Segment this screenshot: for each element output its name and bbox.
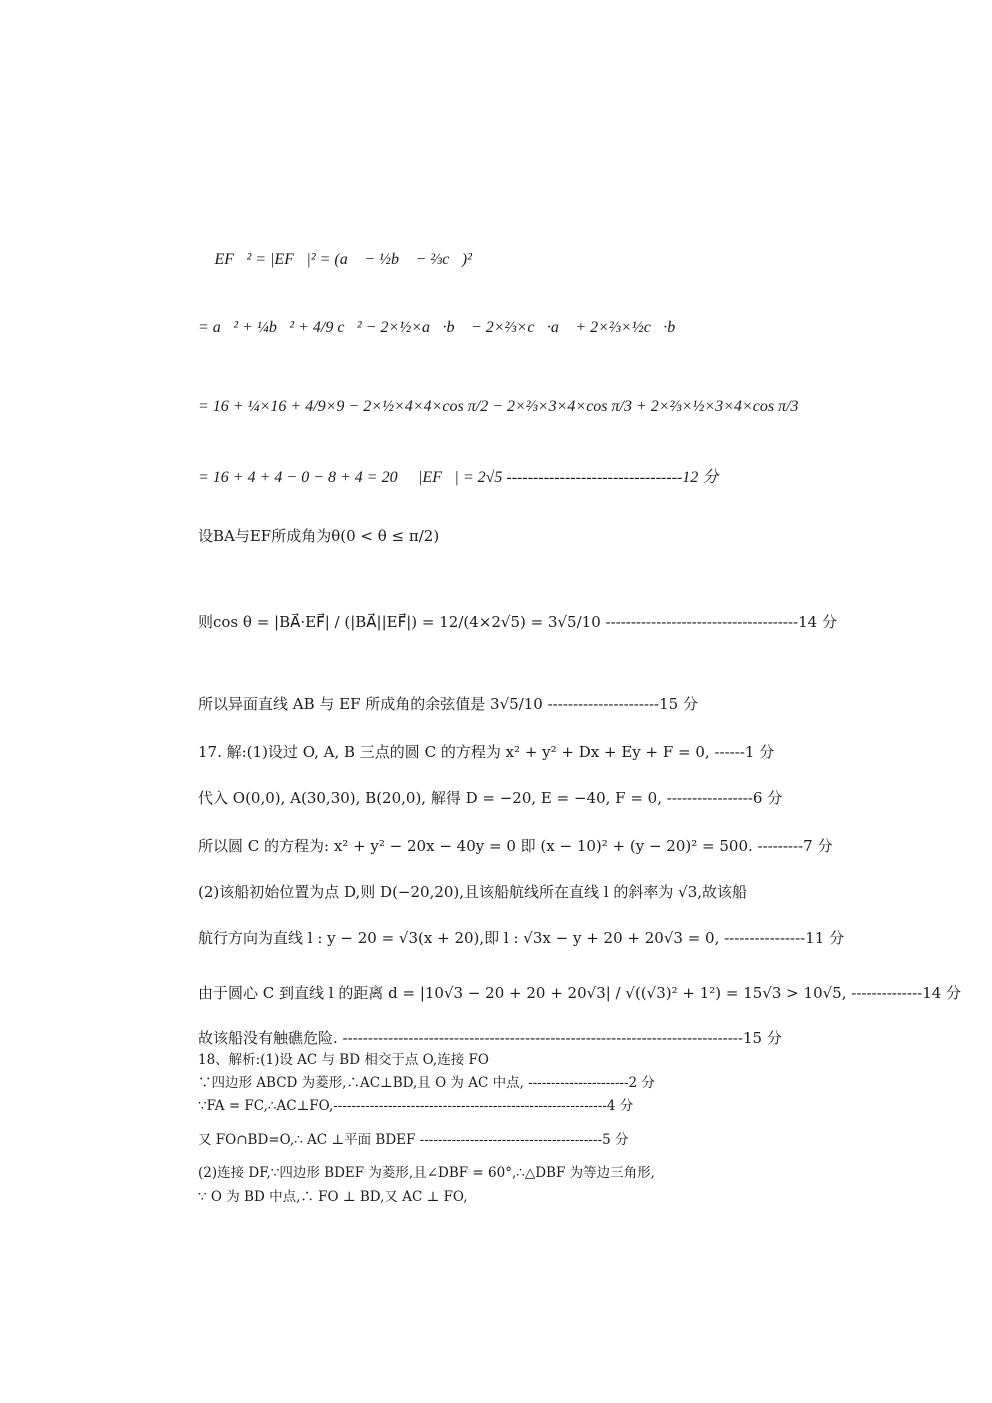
line-q18-title: 18、解析:(1)设 AC 与 BD 相交于点 O,连接 FO	[198, 1052, 489, 1068]
line-q17-part1: 17. 解:(1)设过 O, A, B 三点的圆 C 的方程为 x² + y² + Dx + Ey + F = 0, ------1 分	[198, 743, 775, 761]
line-q18-plane: 又 FO∩BD=O,∴ AC ⊥平面 BDEF ----------------------------------------5 分	[198, 1132, 629, 1148]
line-angle-setup: 设BA与EF所成角为θ(0 < θ ≤ π/2)	[198, 527, 440, 545]
line-q17-direction: 航行方向为直线 l : y − 20 = √3(x + 20),即 l : √3x − y + 20 + 20√3 = 0, ----------------11 分	[198, 929, 845, 947]
line-q17-substitute: 代入 O(0,0), A(30,30), B(20,0), 解得 D = −20, E = −40, F = 0, -----------------6 分	[198, 789, 783, 807]
line-q18-part2: (2)连接 DF,∵四边形 BDEF 为菱形,且∠DBF = 60°,∴△DBF 为等边三角形,	[198, 1165, 655, 1181]
line-expansion: = a⃗² + ¼b⃗² + 4/9 c⃗² − 2×½×a⃗·b⃗ − 2×⅔×c⃗·a⃗ + 2×⅔×½c⃗·b⃗	[198, 319, 688, 336]
line-ef-result: = 16 + 4 + 4 − 0 − 8 + 4 = 20 ∴ |EF⃗| = 2√5 ---------------------------------12 分	[198, 469, 719, 486]
line-q18-midpoint: ∵ O 为 BD 中点,∴ FO ⊥ BD,又 AC ⊥ FO,	[198, 1189, 468, 1205]
line-q17-part2: (2)该船初始位置为点 D,则 D(−20,20),且该船航线所在直线 l 的斜率为 √3,故该船	[198, 883, 748, 901]
line-q17-conclusion: 故该船没有触礁危险. -------------------------------------------------------------------------------15 分	[198, 1029, 782, 1047]
line-q17-distance: 由于圆心 C 到直线 l 的距离 d = |10√3 − 20 + 20 + 20√3| / √((√3)² + 1²) = 15√3 > 10√5, --------------14 分	[198, 984, 962, 1002]
line-answer-16: 所以异面直线 AB 与 EF 所成角的余弦值是 3√5/10 ----------------------15 分	[198, 695, 698, 713]
line-q18-fa-fc: ∵FA = FC,∴AC⊥FO,------------------------------------------------------------4 分	[198, 1098, 634, 1114]
line-cosine: 则cos θ = |BA⃗·EF⃗| / (|BA⃗||EF⃗|) = 12/(4×2√5) = 3√5/10 --------------------------------------14 分	[198, 613, 837, 631]
line-q18-rhombus: ∵四边形 ABCD 为菱形,∴AC⊥BD,且 O 为 AC 中点, ----------------------2 分	[198, 1075, 655, 1091]
line-ef-squared: ∴ EF⃗² = |EF⃗|² = (a⃗ − ½b⃗ − ⅔c⃗)²	[198, 251, 472, 268]
line-substitution: = 16 + ¼×16 + 4/9×9 − 2×½×4×4×cos π/2 − 2×⅔×3×4×cos π/3 + 2×⅔×½×3×4×cos π/3	[198, 398, 799, 415]
line-q17-circle: 所以圆 C 的方程为: x² + y² − 20x − 40y = 0 即 (x − 10)² + (y − 20)² = 500. ---------7 分	[198, 837, 833, 855]
